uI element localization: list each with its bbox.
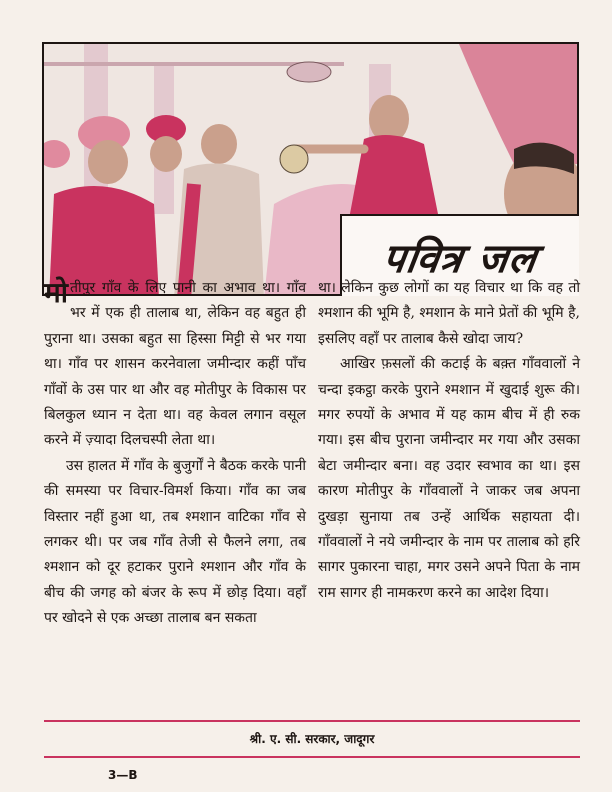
author-credit: श्री. ए. सी. सरकार, जादूगर	[249, 732, 375, 746]
paragraph: आखिर फ़सलों की कटाई के बक़्त गाँववालों ने चन्दा इकट्ठा करके पुराने श्मशान में खुदाई शुरू की। मगर रुपयों के अभाव में यह काम बीच में ही रुक गया। इस बीच पुराना जमीन्दार मर गया और उसका बेटा जमीन्दार बना। वह उदार स्वभाव का था। इस कारण मोतीपुर के गाँववालों ने जाकर जब अपना दुखड़ा सुनाया तब उन्हें आर्थिक सहायता दी। गाँववालों ने नये जमीन्दार के नाम पर तालाब को हरि सागर पुकारना चाहा, मगर उसने अपने पिता के नाम राम सागर ही नामकरण करने का आदेश दिया।	[318, 356, 580, 601]
divider-top	[44, 720, 580, 722]
right-column	[318, 276, 580, 606]
left-column	[44, 276, 306, 632]
story-title: पवित्र जल	[379, 235, 541, 282]
paragraph-text: तीपुर गाँव के लिए पानी का अभाव था। गाँव भर में एक ही तालाब था, लेकिन वह बहुत ही पुराना था। उसका बहुत सा हिस्सा मिट्टी से भर गया था। गाँव पर शासन करनेवाला जमीन्दार कहीं पाँच गाँवों के उस पार था और वह मोतीपुर के विकास पर बिलकुल ध्यान न देता था। वह केवल लगान वसूल करने में ज़्यादा दिलचस्पी लेता था।	[44, 280, 306, 449]
divider-bottom	[44, 756, 580, 758]
paragraph	[44, 276, 306, 454]
paragraph: था। लेकिन कुछ लोगों का यह विचार था कि वह तो श्मशान की भूमि है, श्मशान के माने प्रेतों की भूमि है, इसलिए वहाँ पर तालाब कैसे खोदा जाय?	[318, 280, 580, 347]
drop-cap: मो	[44, 276, 68, 309]
page-number: 3—B	[108, 768, 138, 782]
paragraph: उस हालत में गाँव के बुजुर्गों ने बैठक करके पानी की समस्या पर विचार-विमर्श किया। गाँव का जब विस्तार नहीं हुआ था, तब श्मशान वाटिका गाँव से लगकर थी। पर जब गाँव तेजी से फैलने लगा, तब श्मशान को दूर हटाकर पुराने श्मशान और गाँव के बीच की जगह को बंजर के रूप में छोड़ दिया। वहाँ पर खोदने से एक अच्छा तालाब बन सकता	[44, 457, 306, 627]
